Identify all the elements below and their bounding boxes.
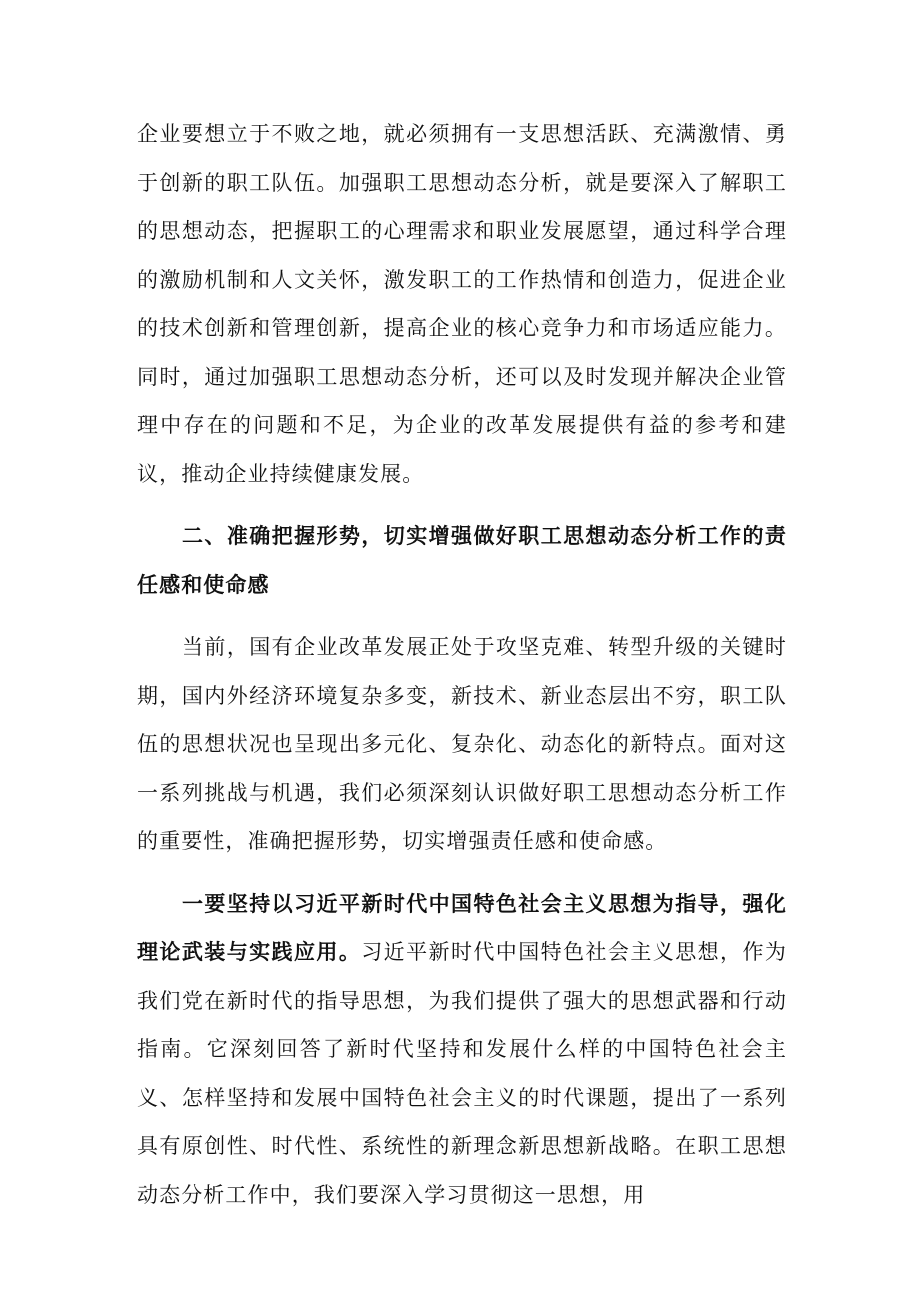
body-paragraph: 当前，国有企业改革发展正处于攻坚克难、转型升级的关键时期，国内外经济环境复杂多变，新技术、新业态层出不穷，职工队伍的思想状况也呈现出多元化、复杂化、动态化的新特点。面对这一系列挑战与机遇，我们必须深刻认识做好职工思想动态分析工作的重要性，准确把握形势，切实增强责任感和使命感。 bbox=[137, 635, 787, 853]
body-paragraph bbox=[137, 880, 787, 1220]
section-heading: 二、准确把握形势，切实增强做好职工思想动态分析工作的责任感和使命感 bbox=[137, 524, 787, 597]
document-page bbox=[137, 110, 787, 1219]
paragraph-lead-sentence: 一要坚持以习近平新时代中国特色社会主义思想为指导，强化理论武装与实践应用。 bbox=[137, 891, 787, 964]
body-paragraph: 企业要想立于不败之地，就必须拥有一支思想活跃、充满激情、勇于创新的职工队伍。加强职工思想动态分析，就是要深入了解职工的思想动态，把握职工的心理需求和职业发展愿望，通过科学合理的激励机制和人文关怀，激发职工的工作热情和创造力，促进企业的技术创新和管理创新，提高企业的核心竞争力和市场适应能力。同时，通过加强职工思想动态分析，还可以及时发现并解决企业管理中存在的问题和不足，为企业的改革发展提供有益的参考和建议，推动企业持续健康发展。 bbox=[137, 122, 787, 486]
paragraph-body-text: 习近平新时代中国特色社会主义思想，作为我们党在新时代的指导思想，为我们提供了强大的思想武器和行动指南。它深刻回答了新时代坚持和发展什么样的中国特色社会主义、怎样坚持和发展中国特色社会主义的时代课题，提出了一系列具有原创性、时代性、系统性的新理念新思想新战略。在职工思想动态分析工作中，我们要深入学习贯彻这一思想，用 bbox=[137, 940, 787, 1207]
